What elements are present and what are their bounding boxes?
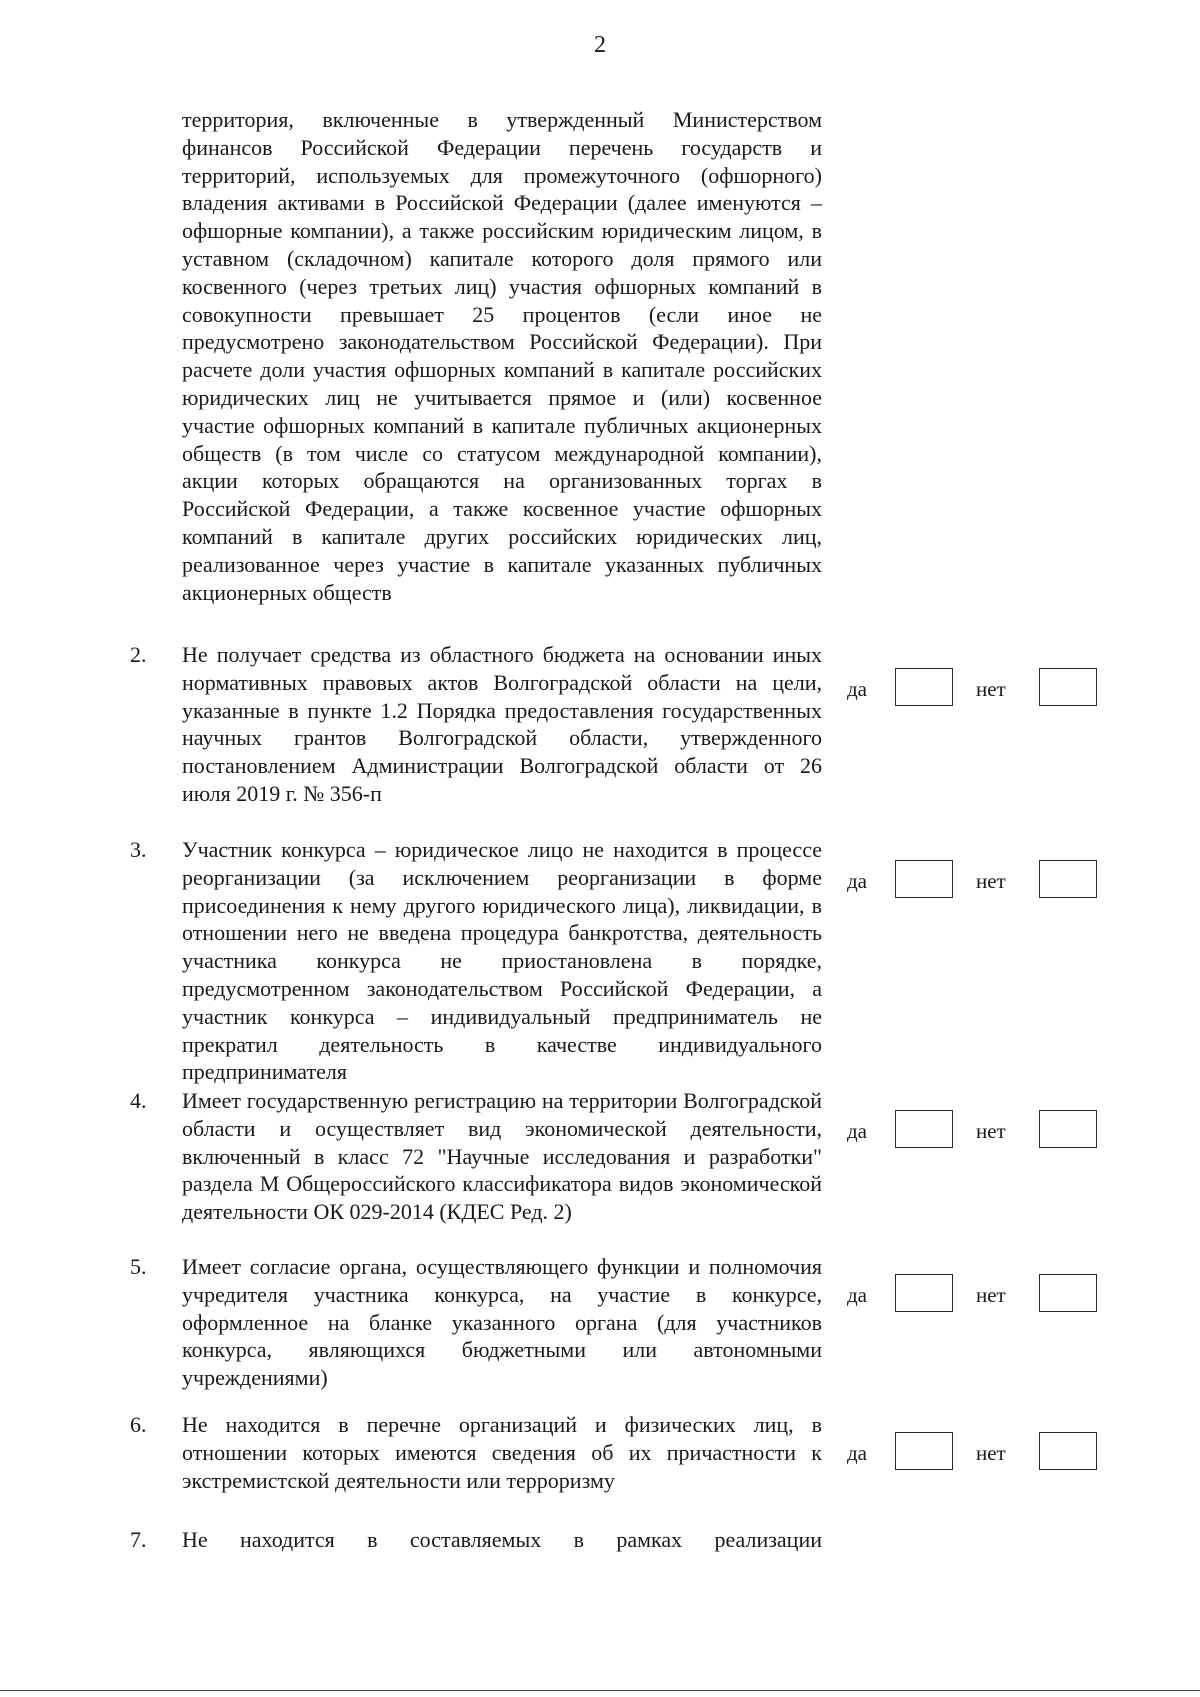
no-label: нет bbox=[976, 869, 1006, 893]
yes-checkbox[interactable] bbox=[895, 1274, 953, 1312]
yes-checkbox[interactable] bbox=[895, 668, 953, 706]
no-checkbox[interactable] bbox=[1039, 1110, 1097, 1148]
answer-group bbox=[847, 668, 1107, 712]
item-text: Имеет согласие органа, осуществляющего функции и полномочия учредителя участника конкурса, на участие в конкурсе, оформленное на бланке указанного органа (для участников конкурса, являющихся бюджетными или автономными учреждениями) bbox=[182, 1254, 822, 1391]
no-label: нет bbox=[976, 1119, 1006, 1143]
no-checkbox[interactable] bbox=[1039, 1274, 1097, 1312]
item-text: Не находится в перечне организаций и физических лиц, в отношении которых имеются сведения об их причастности к экстремистской деятельности или терроризму bbox=[182, 1412, 822, 1493]
yes-checkbox[interactable] bbox=[895, 1110, 953, 1148]
answer-group bbox=[847, 1432, 1107, 1476]
yes-checkbox[interactable] bbox=[895, 860, 953, 898]
item-number: 5. bbox=[130, 1254, 147, 1279]
yes-label: да bbox=[847, 1119, 868, 1143]
yes-label: да bbox=[847, 677, 868, 701]
item-text: Имеет государственную регистрацию на территории Волгоградской области и осуществляет вид экономической деятельности, включенный в класс 72 "Научные исследования и разработки" раздела М Общероссийского классификатора видов экономической деятельности ОК 029-2014 (КДЕС Ред. 2) bbox=[182, 1088, 822, 1225]
no-label: нет bbox=[976, 677, 1006, 701]
no-checkbox[interactable] bbox=[1039, 1432, 1097, 1470]
answer-group bbox=[847, 1274, 1107, 1318]
yes-checkbox[interactable] bbox=[895, 1432, 953, 1470]
yes-label: да bbox=[847, 1283, 868, 1307]
item-text: Не получает средства из областного бюджета на основании иных нормативных правовых актов Волгоградской области на цели, указанные в пункте 1.2 Порядка предоставления государственных научных грантов Волгоградской области, утвержденного постановлением Администрации Волгоградской области от 26 июля 2019 г. № 356-п bbox=[182, 642, 822, 806]
item-number: 7. bbox=[130, 1527, 147, 1552]
no-label: нет bbox=[976, 1283, 1006, 1307]
answer-group bbox=[847, 860, 1107, 904]
yes-label: да bbox=[847, 869, 868, 893]
intro-paragraph: территория, включенные в утвержденный Министерством финансов Российской Федерации перечень государств и территорий, используемых для промежуточного (офшорного) владения активами в Российской Федерации (далее именуются – офшорные компании), а также российским юридическим лицом, в уставном (складочном) капитале которого доля прямого или косвенного (через третьих лиц) участия офшорных компаний в совокупности превышает 25 процентов (если иное не предусмотрено законодательством Российской Федерации). При расчете доли участия офшорных компаний в капитале российских юридических лиц не учитывается прямое и (или) косвенное участие офшорных компаний в капитале публичных акционерных обществ (в том числе со статусом международной компании), акции которых обращаются на организованных торгах в Российской Федерации, а также косвенное участие офшорных компаний в капитале других российских юридических лиц, реализованное через участие в капитале указанных публичных акционерных обществ bbox=[182, 107, 822, 605]
item-number: 6. bbox=[130, 1412, 147, 1437]
no-label: нет bbox=[976, 1441, 1006, 1465]
yes-label: да bbox=[847, 1441, 868, 1465]
item-number: 3. bbox=[130, 837, 147, 862]
no-checkbox[interactable] bbox=[1039, 860, 1097, 898]
no-checkbox[interactable] bbox=[1039, 668, 1097, 706]
item-number: 2. bbox=[130, 642, 147, 667]
bottom-rule bbox=[0, 1690, 1200, 1691]
item-number: 4. bbox=[130, 1088, 147, 1113]
answer-group bbox=[847, 1110, 1107, 1154]
page-number: 2 bbox=[594, 32, 606, 58]
item-text: Участник конкурса – юридическое лицо не находится в процессе реорганизации (за исключением реорганизации в форме присоединения к нему другого юридического лица), ликвидации, в отношении него не введена процедура банкротства, деятельность участника конкурса не приостановлена в порядке, предусмотренном законодательством Российской Федерации, а участник конкурса – индивидуальный предприниматель не прекратил деятельность в качестве индивидуального предпринимателя bbox=[182, 837, 822, 1085]
item-text: Не находится в составляемых в рамках реализации bbox=[182, 1527, 822, 1552]
